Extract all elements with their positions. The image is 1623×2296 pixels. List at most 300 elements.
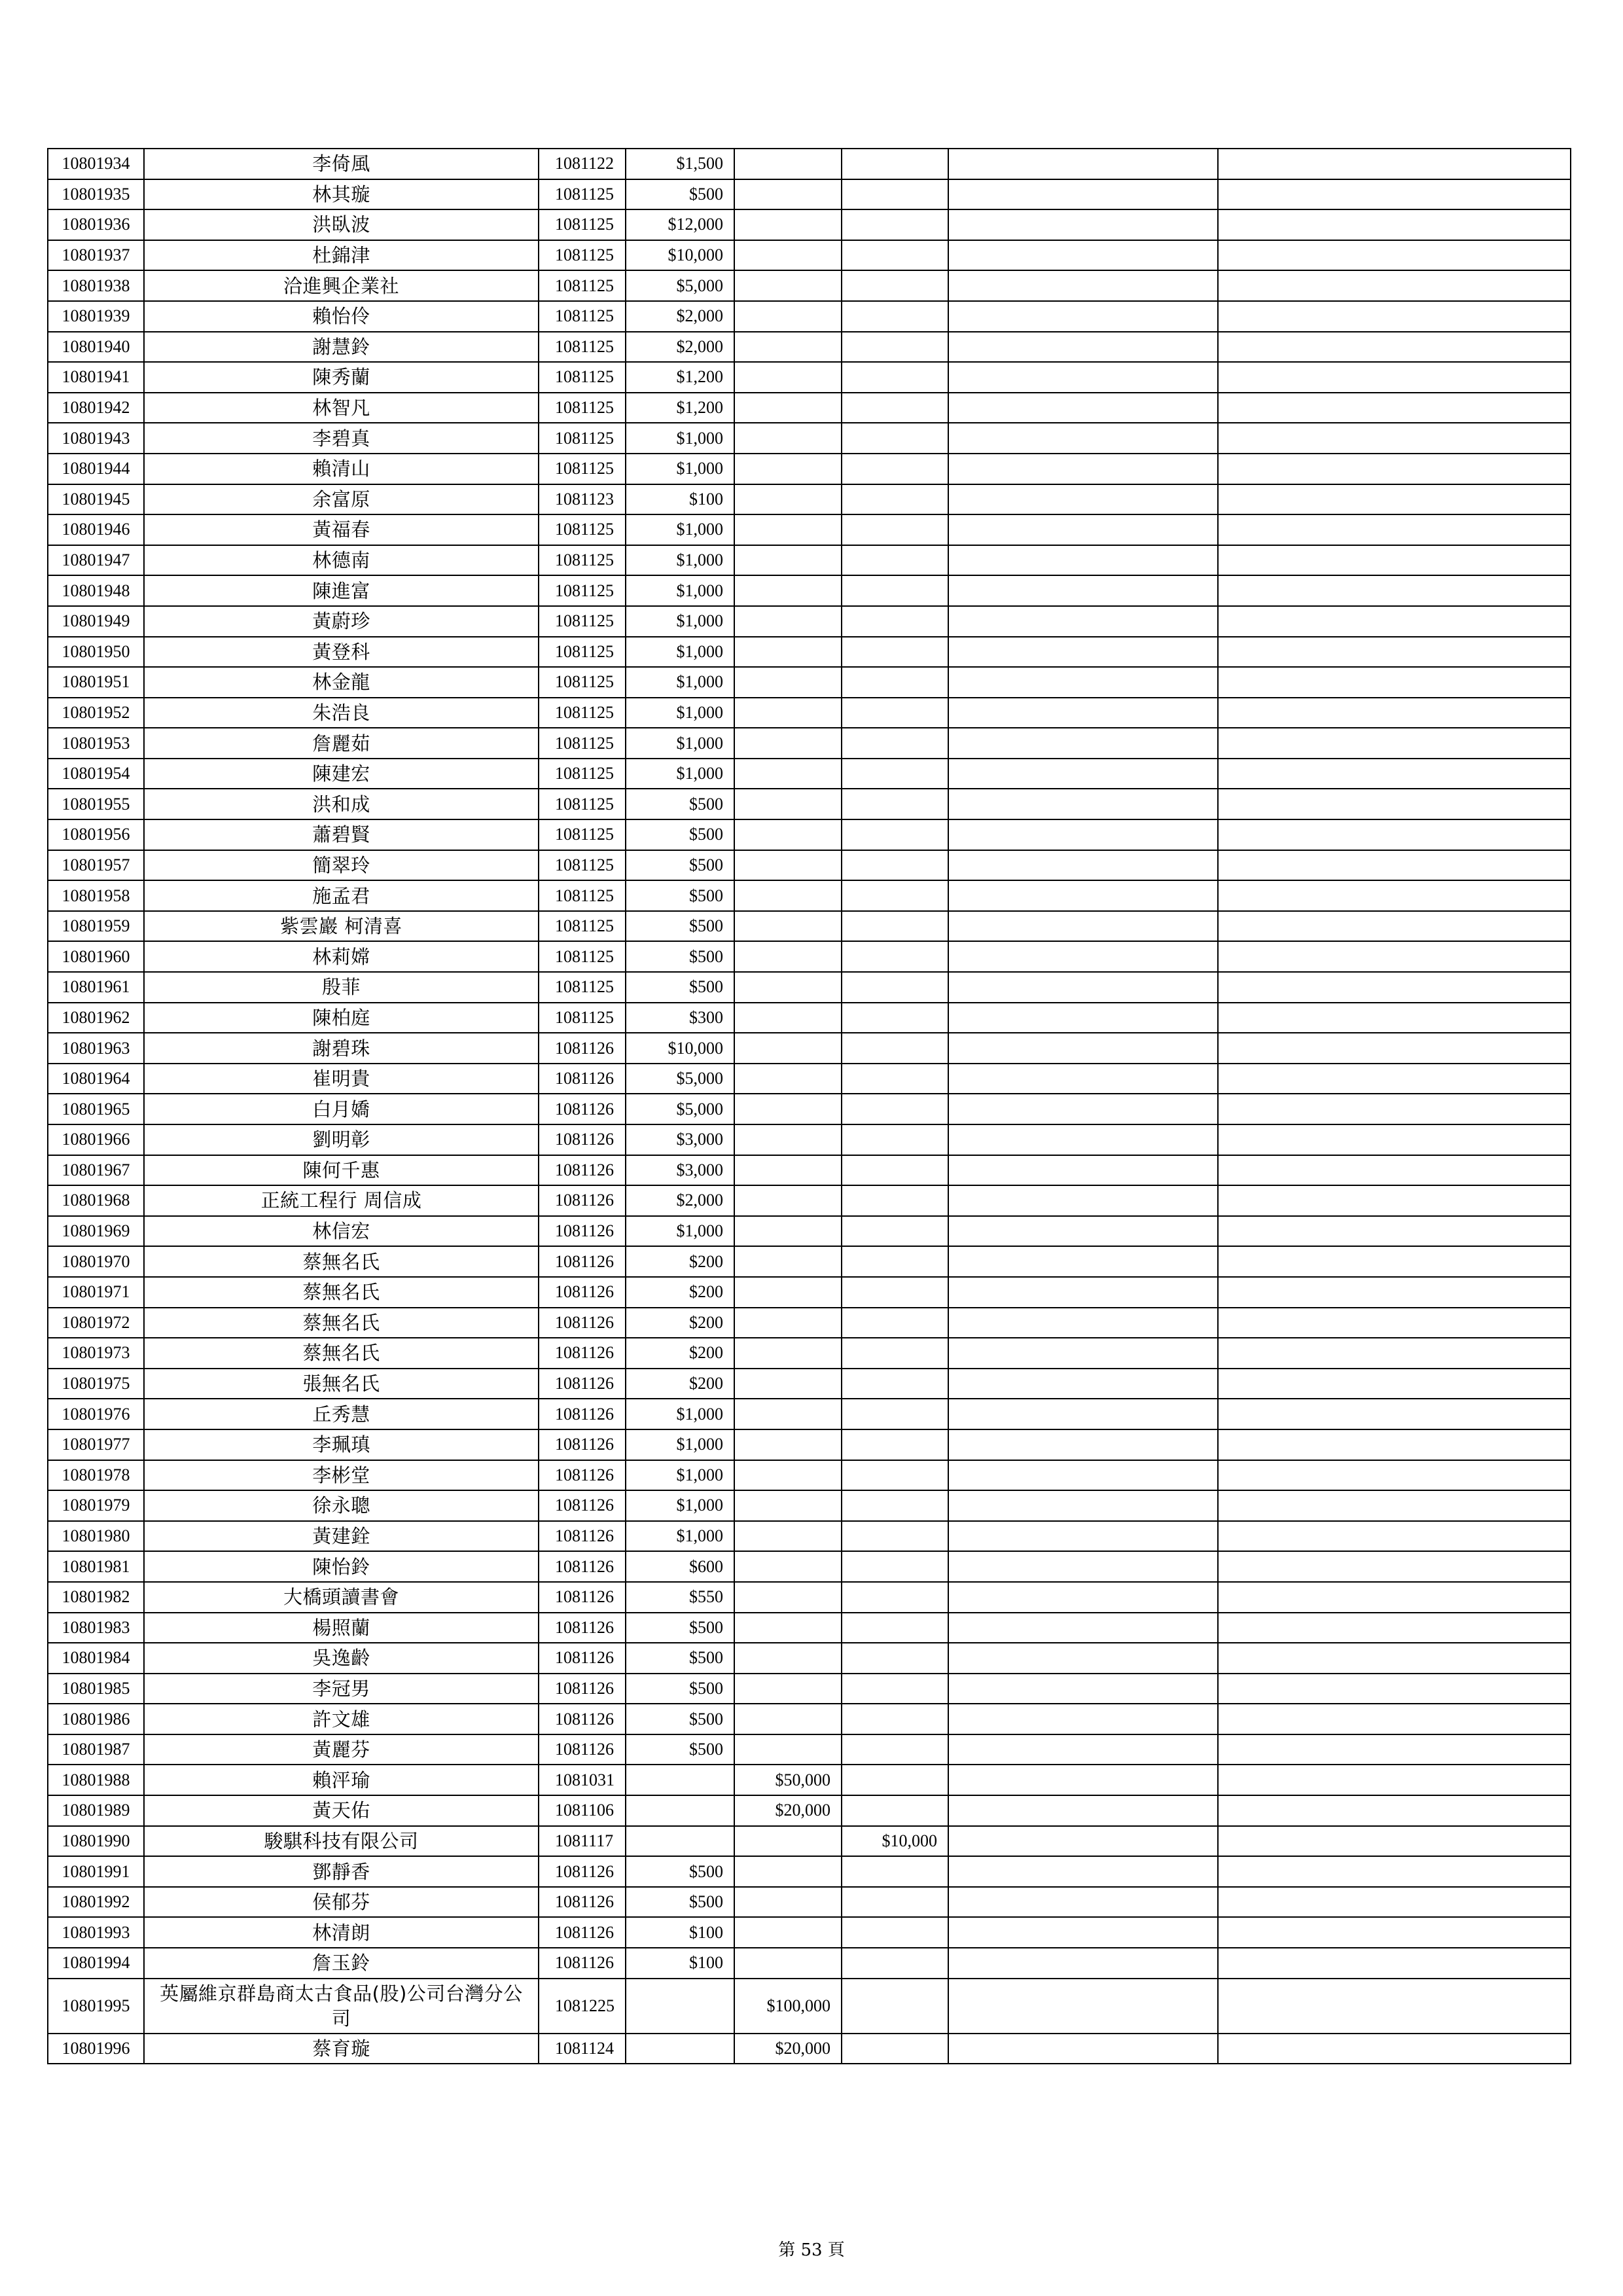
amount-column-2-cell <box>734 1674 842 1704</box>
amount-column-3-cell <box>842 179 948 210</box>
donor-id-cell: 10801947 <box>48 545 144 576</box>
donor-id-cell: 10801960 <box>48 941 144 972</box>
amount-column-1-cell: $2,000 <box>626 1185 734 1216</box>
extra-column-8-cell <box>1218 1948 1571 1979</box>
extra-column-8-cell <box>1218 1521 1571 1552</box>
extra-column-7-cell <box>948 1979 1218 2034</box>
amount-column-3-cell <box>842 1064 948 1094</box>
extra-column-8-cell <box>1218 301 1571 332</box>
donation-date-cell: 1081126 <box>539 1246 626 1277</box>
extra-column-7-cell <box>948 1216 1218 1247</box>
amount-column-1-cell: $500 <box>626 911 734 942</box>
donor-id-cell: 10801965 <box>48 1094 144 1124</box>
amount-column-3-cell <box>842 1887 948 1918</box>
donor-id-cell: 10801956 <box>48 819 144 850</box>
donation-date-cell: 1081126 <box>539 1033 626 1064</box>
amount-column-1-cell: $300 <box>626 1003 734 1033</box>
donation-date-cell: 1081126 <box>539 1155 626 1186</box>
amount-column-2-cell <box>734 1216 842 1247</box>
donor-name-cell: 詹麗茹 <box>144 728 539 759</box>
table-row <box>48 423 1571 454</box>
amount-column-3-cell <box>842 637 948 668</box>
donor-id-cell: 10801951 <box>48 667 144 698</box>
amount-column-1-cell: $12,000 <box>626 209 734 240</box>
amount-column-2-cell <box>734 911 842 942</box>
table-row <box>48 332 1571 363</box>
donation-date-cell: 1081126 <box>539 1490 626 1521</box>
amount-column-3-cell <box>842 1551 948 1582</box>
donation-date-cell: 1081125 <box>539 637 626 668</box>
donor-name-cell: 余富原 <box>144 484 539 515</box>
extra-column-8-cell <box>1218 1887 1571 1918</box>
donation-date-cell: 1081126 <box>539 1185 626 1216</box>
donor-name-cell: 林莉嫦 <box>144 941 539 972</box>
donation-date-cell: 1081031 <box>539 1765 626 1795</box>
amount-column-1-cell: $200 <box>626 1246 734 1277</box>
extra-column-7-cell <box>948 1551 1218 1582</box>
extra-column-8-cell <box>1218 1246 1571 1277</box>
donation-date-cell: 1081126 <box>539 1704 626 1734</box>
amount-column-2-cell <box>734 1613 842 1643</box>
donor-name-cell: 謝慧鈴 <box>144 332 539 363</box>
amount-column-2-cell <box>734 1460 842 1491</box>
table-row <box>48 1460 1571 1491</box>
amount-column-1-cell: $200 <box>626 1338 734 1369</box>
table-row <box>48 880 1571 911</box>
amount-column-3-cell <box>842 1643 948 1674</box>
donor-name-cell: 洪和成 <box>144 789 539 819</box>
extra-column-7-cell <box>948 880 1218 911</box>
donor-name-cell: 陳進富 <box>144 575 539 606</box>
donation-date-cell: 1081126 <box>539 1643 626 1674</box>
amount-column-3-cell <box>842 2034 948 2064</box>
amount-column-3-cell <box>842 270 948 301</box>
extra-column-7-cell <box>948 1185 1218 1216</box>
extra-column-8-cell <box>1218 1308 1571 1338</box>
donor-id-cell: 10801984 <box>48 1643 144 1674</box>
amount-column-1-cell: $1,000 <box>626 514 734 545</box>
donor-id-cell: 10801975 <box>48 1369 144 1399</box>
extra-column-7-cell <box>948 270 1218 301</box>
amount-column-2-cell <box>734 1856 842 1887</box>
amount-column-3-cell <box>842 1338 948 1369</box>
donor-name-cell: 李彬堂 <box>144 1460 539 1491</box>
amount-column-2-cell <box>734 1094 842 1124</box>
extra-column-7-cell <box>948 606 1218 637</box>
amount-column-3-cell <box>842 393 948 423</box>
extra-column-7-cell <box>948 911 1218 942</box>
donor-id-cell: 10801944 <box>48 454 144 484</box>
donation-date-cell: 1081126 <box>539 1460 626 1491</box>
amount-column-3-cell <box>842 606 948 637</box>
extra-column-8-cell <box>1218 667 1571 698</box>
extra-column-8-cell <box>1218 484 1571 515</box>
extra-column-8-cell <box>1218 728 1571 759</box>
donation-date-cell: 1081125 <box>539 698 626 728</box>
extra-column-8-cell <box>1218 149 1571 179</box>
amount-column-2-cell: $20,000 <box>734 2034 842 2064</box>
amount-column-1-cell: $1,000 <box>626 1521 734 1552</box>
amount-column-1-cell: $500 <box>626 1704 734 1734</box>
donor-id-cell: 10801945 <box>48 484 144 515</box>
amount-column-3-cell <box>842 484 948 515</box>
donation-date-cell: 1081125 <box>539 1003 626 1033</box>
donor-name-cell: 林智凡 <box>144 393 539 423</box>
amount-column-3-cell <box>842 911 948 942</box>
amount-column-2-cell <box>734 1277 842 1308</box>
amount-column-3-cell <box>842 1399 948 1429</box>
table-row <box>48 149 1571 179</box>
amount-column-3-cell <box>842 1917 948 1948</box>
amount-column-1-cell: $500 <box>626 880 734 911</box>
amount-column-2-cell <box>734 240 842 271</box>
donor-id-cell: 10801991 <box>48 1856 144 1887</box>
extra-column-7-cell <box>948 1246 1218 1277</box>
table-row <box>48 698 1571 728</box>
amount-column-2-cell <box>734 1399 842 1429</box>
amount-column-2-cell <box>734 1124 842 1155</box>
table-row <box>48 1795 1571 1826</box>
extra-column-7-cell <box>948 1369 1218 1399</box>
donation-date-cell: 1081125 <box>539 362 626 393</box>
donor-name-cell: 英屬維京群島商太古食品(股)公司台灣分公司 <box>144 1979 539 2034</box>
table-row <box>48 2034 1571 2064</box>
extra-column-8-cell <box>1218 850 1571 881</box>
amount-column-2-cell <box>734 332 842 363</box>
extra-column-7-cell <box>948 1674 1218 1704</box>
amount-column-2-cell <box>734 1704 842 1734</box>
amount-column-1-cell: $600 <box>626 1551 734 1582</box>
amount-column-2-cell <box>734 1369 842 1399</box>
ledger-body <box>48 149 1571 2064</box>
donation-date-cell: 1081125 <box>539 545 626 576</box>
donor-id-cell: 10801943 <box>48 423 144 454</box>
extra-column-7-cell <box>948 1033 1218 1064</box>
amount-column-1-cell: $100 <box>626 1948 734 1979</box>
amount-column-1-cell: $10,000 <box>626 240 734 271</box>
donation-date-cell: 1081125 <box>539 911 626 942</box>
extra-column-8-cell <box>1218 1338 1571 1369</box>
donor-id-cell: 10801990 <box>48 1826 144 1857</box>
amount-column-1-cell: $1,000 <box>626 1429 734 1460</box>
extra-column-7-cell <box>948 1277 1218 1308</box>
donor-name-cell: 賴清山 <box>144 454 539 484</box>
extra-column-8-cell <box>1218 1369 1571 1399</box>
extra-column-7-cell <box>948 1124 1218 1155</box>
amount-column-3-cell <box>842 1490 948 1521</box>
donor-id-cell: 10801967 <box>48 1155 144 1186</box>
extra-column-8-cell <box>1218 789 1571 819</box>
amount-column-3-cell <box>842 1033 948 1064</box>
amount-column-1-cell <box>626 1795 734 1826</box>
donation-date-cell: 1081126 <box>539 1216 626 1247</box>
extra-column-7-cell <box>948 972 1218 1003</box>
extra-column-7-cell <box>948 179 1218 210</box>
amount-column-1-cell <box>626 2034 734 2064</box>
donation-date-cell: 1081125 <box>539 393 626 423</box>
amount-column-2-cell <box>734 789 842 819</box>
amount-column-2-cell <box>734 1551 842 1582</box>
amount-column-1-cell: $1,000 <box>626 423 734 454</box>
extra-column-7-cell <box>948 789 1218 819</box>
donor-id-cell: 10801957 <box>48 850 144 881</box>
donor-name-cell: 黃建銓 <box>144 1521 539 1552</box>
extra-column-8-cell <box>1218 606 1571 637</box>
donor-id-cell: 10801972 <box>48 1308 144 1338</box>
amount-column-2-cell <box>734 209 842 240</box>
extra-column-8-cell <box>1218 1399 1571 1429</box>
donation-date-cell: 1081126 <box>539 1429 626 1460</box>
extra-column-8-cell <box>1218 1979 1571 2034</box>
table-row <box>48 270 1571 301</box>
amount-column-2-cell <box>734 941 842 972</box>
extra-column-8-cell <box>1218 179 1571 210</box>
donor-id-cell: 10801968 <box>48 1185 144 1216</box>
amount-column-2-cell <box>734 1185 842 1216</box>
amount-column-3-cell <box>842 545 948 576</box>
amount-column-3-cell <box>842 941 948 972</box>
donor-id-cell: 10801973 <box>48 1338 144 1369</box>
amount-column-1-cell: $200 <box>626 1277 734 1308</box>
donor-id-cell: 10801985 <box>48 1674 144 1704</box>
extra-column-7-cell <box>948 1704 1218 1734</box>
extra-column-8-cell <box>1218 1704 1571 1734</box>
table-row <box>48 1429 1571 1460</box>
donation-date-cell: 1081126 <box>539 1064 626 1094</box>
amount-column-1-cell: $500 <box>626 1887 734 1918</box>
donor-name-cell: 紫雲巖 柯清喜 <box>144 911 539 942</box>
amount-column-2-cell <box>734 698 842 728</box>
ledger-table <box>47 148 1571 2064</box>
donation-date-cell: 1081126 <box>539 1856 626 1887</box>
amount-column-3-cell <box>842 423 948 454</box>
table-row <box>48 545 1571 576</box>
extra-column-7-cell <box>948 362 1218 393</box>
amount-column-1-cell: $3,000 <box>626 1155 734 1186</box>
amount-column-3-cell <box>842 1216 948 1247</box>
extra-column-7-cell <box>948 484 1218 515</box>
extra-column-8-cell <box>1218 240 1571 271</box>
amount-column-3-cell <box>842 1704 948 1734</box>
donation-date-cell: 1081125 <box>539 972 626 1003</box>
table-row <box>48 1124 1571 1155</box>
donor-name-cell: 許文雄 <box>144 1704 539 1734</box>
extra-column-7-cell <box>948 1490 1218 1521</box>
amount-column-3-cell <box>842 1674 948 1704</box>
donor-name-cell: 詹玉鈴 <box>144 1948 539 1979</box>
table-row <box>48 1704 1571 1734</box>
amount-column-3-cell <box>842 1948 948 1979</box>
amount-column-2-cell <box>734 1064 842 1094</box>
amount-column-1-cell: $500 <box>626 1674 734 1704</box>
donation-date-cell: 1081126 <box>539 1277 626 1308</box>
table-row <box>48 819 1571 850</box>
table-row <box>48 1643 1571 1674</box>
extra-column-7-cell <box>948 1308 1218 1338</box>
donation-date-cell: 1081126 <box>539 1124 626 1155</box>
amount-column-3-cell <box>842 698 948 728</box>
extra-column-8-cell <box>1218 270 1571 301</box>
extra-column-7-cell <box>948 149 1218 179</box>
donor-id-cell: 10801992 <box>48 1887 144 1918</box>
amount-column-2-cell <box>734 972 842 1003</box>
donor-name-cell: 賴泙瑜 <box>144 1765 539 1795</box>
table-row <box>48 484 1571 515</box>
donation-date-cell: 1081126 <box>539 1399 626 1429</box>
donor-name-cell: 大橋頭讀書會 <box>144 1582 539 1613</box>
extra-column-8-cell <box>1218 759 1571 789</box>
donation-date-cell: 1081125 <box>539 179 626 210</box>
donor-name-cell: 張無名氏 <box>144 1369 539 1399</box>
table-row <box>48 789 1571 819</box>
donor-id-cell: 10801988 <box>48 1765 144 1795</box>
table-row <box>48 1826 1571 1857</box>
table-row <box>48 1369 1571 1399</box>
amount-column-3-cell <box>842 149 948 179</box>
donor-id-cell: 10801978 <box>48 1460 144 1491</box>
extra-column-8-cell <box>1218 1795 1571 1826</box>
donor-name-cell: 李冠男 <box>144 1674 539 1704</box>
donation-date-cell: 1081125 <box>539 759 626 789</box>
extra-column-7-cell <box>948 1399 1218 1429</box>
extra-column-8-cell <box>1218 819 1571 850</box>
amount-column-3-cell <box>842 209 948 240</box>
amount-column-2-cell <box>734 514 842 545</box>
extra-column-8-cell <box>1218 1734 1571 1765</box>
amount-column-3-cell <box>842 1185 948 1216</box>
extra-column-8-cell <box>1218 1277 1571 1308</box>
amount-column-2-cell <box>734 759 842 789</box>
table-row <box>48 667 1571 698</box>
extra-column-8-cell <box>1218 1490 1571 1521</box>
amount-column-3-cell: $10,000 <box>842 1826 948 1857</box>
amount-column-2-cell <box>734 1734 842 1765</box>
amount-column-2-cell <box>734 1308 842 1338</box>
amount-column-1-cell: $500 <box>626 819 734 850</box>
extra-column-8-cell <box>1218 1765 1571 1795</box>
table-row <box>48 1887 1571 1918</box>
amount-column-1-cell: $500 <box>626 1643 734 1674</box>
amount-column-2-cell <box>734 179 842 210</box>
extra-column-8-cell <box>1218 911 1571 942</box>
extra-column-8-cell <box>1218 1216 1571 1247</box>
donor-name-cell: 朱浩良 <box>144 698 539 728</box>
amount-column-2-cell: $20,000 <box>734 1795 842 1826</box>
donation-date-cell: 1081126 <box>539 1948 626 1979</box>
extra-column-7-cell <box>948 759 1218 789</box>
amount-column-3-cell <box>842 1979 948 2034</box>
extra-column-8-cell <box>1218 545 1571 576</box>
donor-id-cell: 10801953 <box>48 728 144 759</box>
amount-column-1-cell: $1,000 <box>626 575 734 606</box>
donation-date-cell: 1081126 <box>539 1094 626 1124</box>
donor-id-cell: 10801948 <box>48 575 144 606</box>
table-row <box>48 301 1571 332</box>
extra-column-8-cell <box>1218 1185 1571 1216</box>
table-row <box>48 850 1571 881</box>
donation-date-cell: 1081125 <box>539 819 626 850</box>
donor-id-cell: 10801993 <box>48 1917 144 1948</box>
donation-date-cell: 1081125 <box>539 575 626 606</box>
extra-column-7-cell <box>948 1826 1218 1857</box>
donor-name-cell: 陳柏庭 <box>144 1003 539 1033</box>
table-row <box>48 728 1571 759</box>
amount-column-3-cell <box>842 332 948 363</box>
extra-column-7-cell <box>948 1064 1218 1094</box>
donation-date-cell: 1081126 <box>539 1734 626 1765</box>
extra-column-8-cell <box>1218 880 1571 911</box>
amount-column-1-cell: $500 <box>626 850 734 881</box>
donor-id-cell: 10801966 <box>48 1124 144 1155</box>
extra-column-7-cell <box>948 1734 1218 1765</box>
donation-date-cell: 1081125 <box>539 850 626 881</box>
table-row <box>48 1613 1571 1643</box>
donation-ledger <box>47 148 1570 2064</box>
amount-column-2-cell <box>734 1338 842 1369</box>
table-row <box>48 637 1571 668</box>
donor-name-cell: 徐永聰 <box>144 1490 539 1521</box>
table-row <box>48 1734 1571 1765</box>
extra-column-7-cell <box>948 819 1218 850</box>
donor-name-cell: 吳逸齡 <box>144 1643 539 1674</box>
amount-column-3-cell <box>842 1155 948 1186</box>
donation-date-cell: 1081126 <box>539 1308 626 1338</box>
extra-column-7-cell <box>948 1582 1218 1613</box>
extra-column-8-cell <box>1218 1826 1571 1857</box>
amount-column-3-cell <box>842 454 948 484</box>
donor-name-cell: 洪臥波 <box>144 209 539 240</box>
donor-id-cell: 10801986 <box>48 1704 144 1734</box>
donor-name-cell: 林德南 <box>144 545 539 576</box>
donor-name-cell: 李碧真 <box>144 423 539 454</box>
amount-column-3-cell <box>842 1124 948 1155</box>
amount-column-2-cell: $50,000 <box>734 1765 842 1795</box>
donation-date-cell: 1081126 <box>539 1582 626 1613</box>
donor-name-cell: 正統工程行 周信成 <box>144 1185 539 1216</box>
donor-id-cell: 10801969 <box>48 1216 144 1247</box>
amount-column-2-cell <box>734 1429 842 1460</box>
table-row <box>48 362 1571 393</box>
donation-date-cell: 1081126 <box>539 1338 626 1369</box>
amount-column-3-cell <box>842 1765 948 1795</box>
donor-id-cell: 10801980 <box>48 1521 144 1552</box>
extra-column-7-cell <box>948 728 1218 759</box>
donor-name-cell: 蔡無名氏 <box>144 1246 539 1277</box>
extra-column-8-cell <box>1218 941 1571 972</box>
donor-id-cell: 10801976 <box>48 1399 144 1429</box>
donation-date-cell: 1081126 <box>539 1674 626 1704</box>
amount-column-1-cell: $1,000 <box>626 728 734 759</box>
amount-column-3-cell <box>842 514 948 545</box>
donor-name-cell: 侯郁芬 <box>144 1887 539 1918</box>
amount-column-1-cell <box>626 1826 734 1857</box>
amount-column-3-cell <box>842 1369 948 1399</box>
donation-date-cell: 1081125 <box>539 423 626 454</box>
amount-column-3-cell <box>842 1795 948 1826</box>
table-row <box>48 1490 1571 1521</box>
amount-column-2-cell <box>734 149 842 179</box>
table-row <box>48 1979 1571 2034</box>
extra-column-7-cell <box>948 1460 1218 1491</box>
extra-column-8-cell <box>1218 1856 1571 1887</box>
amount-column-1-cell <box>626 1979 734 2034</box>
amount-column-2-cell <box>734 1490 842 1521</box>
donor-name-cell: 陳建宏 <box>144 759 539 789</box>
donor-name-cell: 劉明彰 <box>144 1124 539 1155</box>
amount-column-2-cell <box>734 1917 842 1948</box>
amount-column-3-cell <box>842 1246 948 1277</box>
amount-column-3-cell <box>842 362 948 393</box>
